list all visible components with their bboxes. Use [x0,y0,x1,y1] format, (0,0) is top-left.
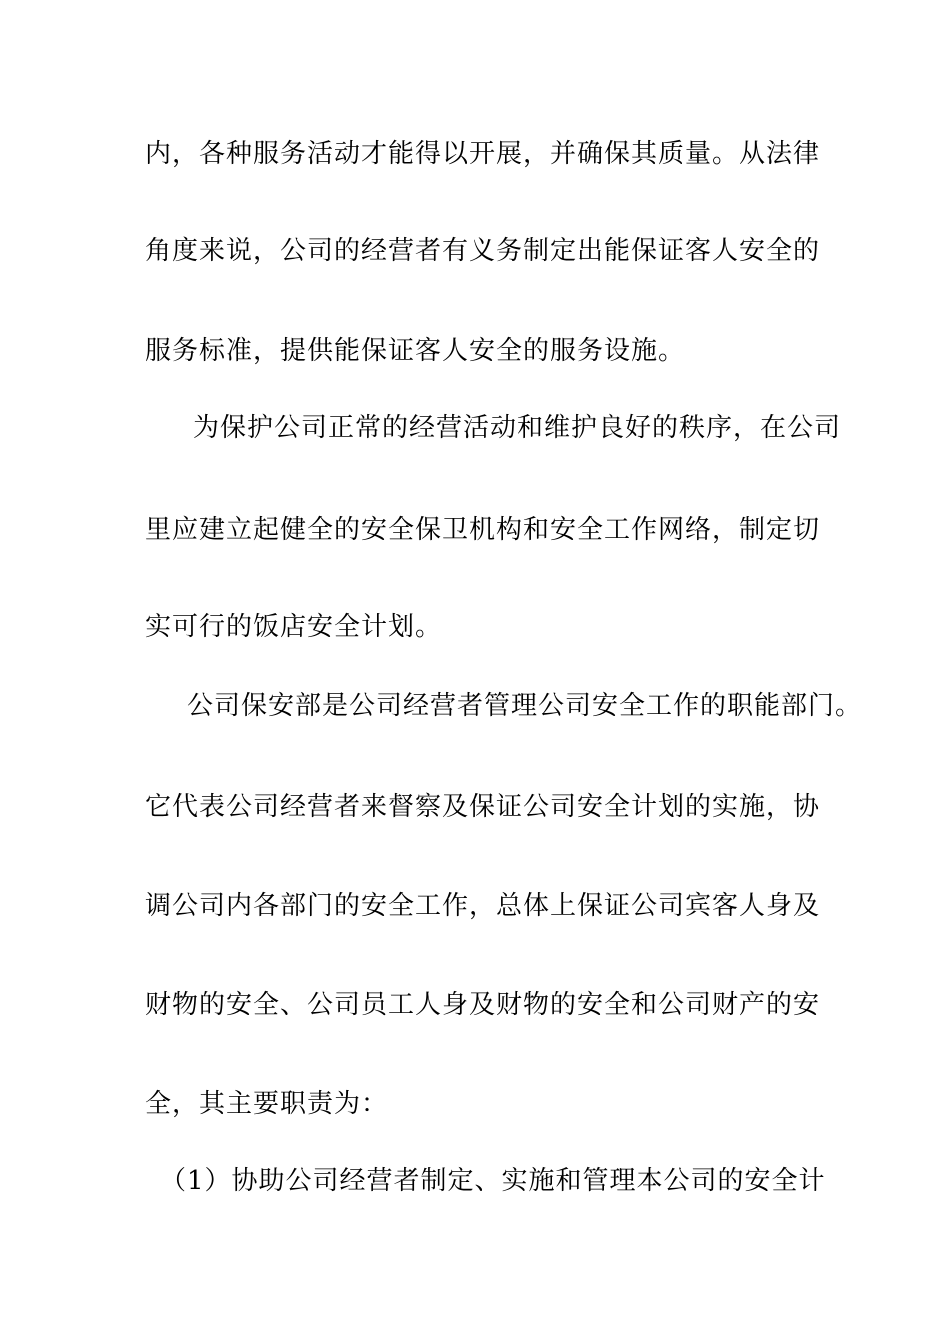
paragraph-line: 公司保安部是公司经营者管理公司安全工作的职能部门。 [187,691,863,721]
paragraph-line: 角度来说，公司的经营者有义务制定出能保证客人安全的 [145,236,821,266]
paragraph-line: 财物的安全、公司员工人身及财物的安全和公司财产的安 [145,990,821,1020]
paragraph-line: 服务标准，提供能保证客人安全的服务设施。 [145,336,686,366]
paragraph-line: 里应建立起健全的安全保卫机构和安全工作网络，制定切 [145,515,821,545]
paragraph-line: 为保护公司正常的经营活动和维护良好的秩序，在公司 [193,413,842,443]
paragraph-line: （1）协助公司经营者制定、实施和管理本公司的安全计 [160,1166,826,1196]
paragraph-line: 内，各种服务活动才能得以开展，并确保其质量。从法律 [145,139,821,169]
paragraph-line: 实可行的饭店安全计划。 [145,612,443,642]
paragraph-line: 全，其主要职责为： [145,1089,389,1119]
paragraph-line: 调公司内各部门的安全工作，总体上保证公司宾客人身及 [145,891,821,921]
paragraph-line: 它代表公司经营者来督察及保证公司安全计划的实施，协 [145,792,821,822]
